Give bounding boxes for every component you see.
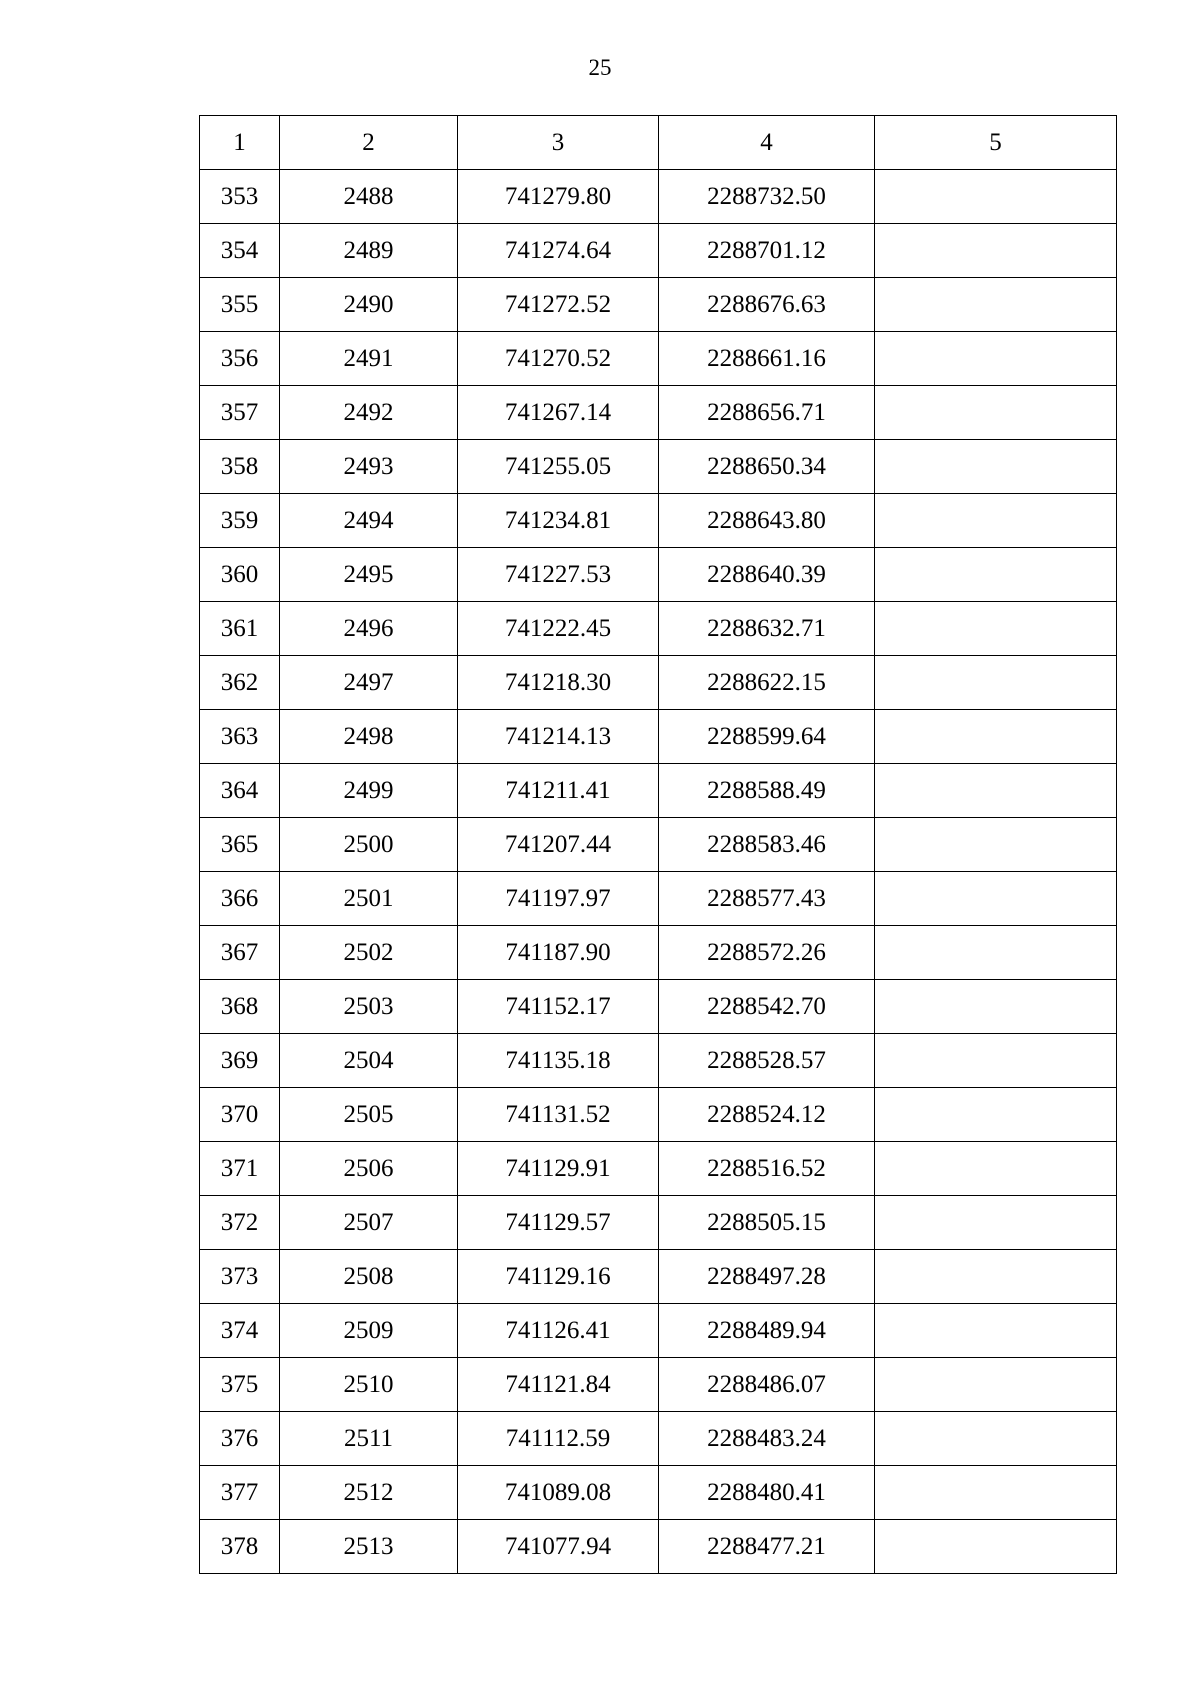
point-number-cell: 2511 [280,1412,458,1466]
y-coordinate-cell: 2288528.57 [659,1034,875,1088]
note-cell [875,224,1117,278]
y-coordinate-cell: 2288732.50 [659,170,875,224]
y-coordinate-cell: 2288489.94 [659,1304,875,1358]
x-coordinate-cell: 741187.90 [458,926,659,980]
table-row [200,1304,1117,1358]
y-coordinate-cell: 2288643.80 [659,494,875,548]
point-number-cell: 2499 [280,764,458,818]
point-number-cell: 2497 [280,656,458,710]
point-number-cell: 2502 [280,926,458,980]
table-row [200,926,1117,980]
page-number: 25 [588,55,612,80]
x-coordinate-cell: 741131.52 [458,1088,659,1142]
y-coordinate-cell: 2288632.71 [659,602,875,656]
point-number-cell: 2506 [280,1142,458,1196]
y-coordinate-cell: 2288599.64 [659,710,875,764]
row-number-cell: 371 [200,1142,280,1196]
header-cell-col-2: 2 [280,116,458,170]
row-number-cell: 354 [200,224,280,278]
row-number-cell: 377 [200,1466,280,1520]
row-number-cell: 364 [200,764,280,818]
y-coordinate-cell: 2288477.21 [659,1520,875,1574]
y-coordinate-cell: 2288701.12 [659,224,875,278]
note-cell [875,926,1117,980]
table-row [200,386,1117,440]
note-cell [875,1088,1117,1142]
point-number-cell: 2491 [280,332,458,386]
y-coordinate-cell: 2288622.15 [659,656,875,710]
header-cell-col-4: 4 [659,116,875,170]
y-coordinate-cell: 2288583.46 [659,818,875,872]
note-cell [875,278,1117,332]
x-coordinate-cell: 741214.13 [458,710,659,764]
table-row [200,1520,1117,1574]
y-coordinate-cell: 2288486.07 [659,1358,875,1412]
note-cell [875,818,1117,872]
note-cell [875,1304,1117,1358]
row-number-cell: 375 [200,1358,280,1412]
table-row [200,710,1117,764]
row-number-cell: 376 [200,1412,280,1466]
y-coordinate-cell: 2288676.63 [659,278,875,332]
x-coordinate-cell: 741227.53 [458,548,659,602]
y-coordinate-cell: 2288497.28 [659,1250,875,1304]
x-coordinate-cell: 741267.14 [458,386,659,440]
y-coordinate-cell: 2288480.41 [659,1466,875,1520]
x-coordinate-cell: 741077.94 [458,1520,659,1574]
table-row [200,1034,1117,1088]
row-number-cell: 356 [200,332,280,386]
x-coordinate-cell: 741126.41 [458,1304,659,1358]
note-cell [875,170,1117,224]
note-cell [875,710,1117,764]
note-cell [875,332,1117,386]
y-coordinate-cell: 2288542.70 [659,980,875,1034]
coordinates-table [199,115,1117,1574]
note-cell [875,440,1117,494]
row-number-cell: 373 [200,1250,280,1304]
x-coordinate-cell: 741218.30 [458,656,659,710]
y-coordinate-cell: 2288656.71 [659,386,875,440]
point-number-cell: 2496 [280,602,458,656]
table-row [200,548,1117,602]
row-number-cell: 370 [200,1088,280,1142]
note-cell [875,872,1117,926]
point-number-cell: 2494 [280,494,458,548]
x-coordinate-cell: 741207.44 [458,818,659,872]
point-number-cell: 2503 [280,980,458,1034]
header-cell-col-3: 3 [458,116,659,170]
point-number-cell: 2488 [280,170,458,224]
y-coordinate-cell: 2288577.43 [659,872,875,926]
row-number-cell: 362 [200,656,280,710]
row-number-cell: 372 [200,1196,280,1250]
note-cell [875,386,1117,440]
y-coordinate-cell: 2288483.24 [659,1412,875,1466]
table-row [200,764,1117,818]
table-row [200,1196,1117,1250]
note-cell [875,1412,1117,1466]
point-number-cell: 2500 [280,818,458,872]
table-row [200,1250,1117,1304]
point-number-cell: 2490 [280,278,458,332]
x-coordinate-cell: 741211.41 [458,764,659,818]
note-cell [875,1520,1117,1574]
row-number-cell: 367 [200,926,280,980]
point-number-cell: 2508 [280,1250,458,1304]
table-row [200,440,1117,494]
row-number-cell: 361 [200,602,280,656]
table-row [200,494,1117,548]
table-row [200,1412,1117,1466]
header-cell-col-1: 1 [200,116,280,170]
point-number-cell: 2501 [280,872,458,926]
row-number-cell: 357 [200,386,280,440]
row-number-cell: 366 [200,872,280,926]
x-coordinate-cell: 741270.52 [458,332,659,386]
x-coordinate-cell: 741255.05 [458,440,659,494]
table-row [200,1142,1117,1196]
note-cell [875,1034,1117,1088]
table-row [200,1466,1117,1520]
point-number-cell: 2498 [280,710,458,764]
table-row [200,872,1117,926]
table-row [200,602,1117,656]
point-number-cell: 2513 [280,1520,458,1574]
table-header-row [200,116,1117,170]
point-number-cell: 2492 [280,386,458,440]
y-coordinate-cell: 2288516.52 [659,1142,875,1196]
y-coordinate-cell: 2288524.12 [659,1088,875,1142]
note-cell [875,980,1117,1034]
x-coordinate-cell: 741129.57 [458,1196,659,1250]
note-cell [875,764,1117,818]
note-cell [875,1466,1117,1520]
table-row [200,818,1117,872]
x-coordinate-cell: 741129.16 [458,1250,659,1304]
row-number-cell: 374 [200,1304,280,1358]
point-number-cell: 2505 [280,1088,458,1142]
point-number-cell: 2495 [280,548,458,602]
row-number-cell: 358 [200,440,280,494]
row-number-cell: 365 [200,818,280,872]
y-coordinate-cell: 2288572.26 [659,926,875,980]
table-row [200,224,1117,278]
x-coordinate-cell: 741112.59 [458,1412,659,1466]
point-number-cell: 2489 [280,224,458,278]
x-coordinate-cell: 741279.80 [458,170,659,224]
row-number-cell: 353 [200,170,280,224]
note-cell [875,1196,1117,1250]
table-row [200,332,1117,386]
x-coordinate-cell: 741135.18 [458,1034,659,1088]
x-coordinate-cell: 741152.17 [458,980,659,1034]
note-cell [875,1250,1117,1304]
y-coordinate-cell: 2288588.49 [659,764,875,818]
point-number-cell: 2507 [280,1196,458,1250]
row-number-cell: 355 [200,278,280,332]
note-cell [875,1358,1117,1412]
table-row [200,278,1117,332]
x-coordinate-cell: 741121.84 [458,1358,659,1412]
note-cell [875,548,1117,602]
point-number-cell: 2512 [280,1466,458,1520]
row-number-cell: 369 [200,1034,280,1088]
y-coordinate-cell: 2288661.16 [659,332,875,386]
point-number-cell: 2493 [280,440,458,494]
point-number-cell: 2510 [280,1358,458,1412]
x-coordinate-cell: 741234.81 [458,494,659,548]
note-cell [875,656,1117,710]
y-coordinate-cell: 2288505.15 [659,1196,875,1250]
x-coordinate-cell: 741197.97 [458,872,659,926]
row-number-cell: 378 [200,1520,280,1574]
table-row [200,656,1117,710]
row-number-cell: 359 [200,494,280,548]
note-cell [875,494,1117,548]
x-coordinate-cell: 741272.52 [458,278,659,332]
x-coordinate-cell: 741274.64 [458,224,659,278]
x-coordinate-cell: 741222.45 [458,602,659,656]
row-number-cell: 363 [200,710,280,764]
row-number-cell: 368 [200,980,280,1034]
note-cell [875,602,1117,656]
table-row [200,170,1117,224]
table-row [200,980,1117,1034]
note-cell [875,1142,1117,1196]
table-row [200,1088,1117,1142]
y-coordinate-cell: 2288650.34 [659,440,875,494]
x-coordinate-cell: 741089.08 [458,1466,659,1520]
row-number-cell: 360 [200,548,280,602]
header-cell-col-5: 5 [875,116,1117,170]
table-row [200,1358,1117,1412]
point-number-cell: 2509 [280,1304,458,1358]
y-coordinate-cell: 2288640.39 [659,548,875,602]
table-body [200,116,1117,1574]
x-coordinate-cell: 741129.91 [458,1142,659,1196]
point-number-cell: 2504 [280,1034,458,1088]
